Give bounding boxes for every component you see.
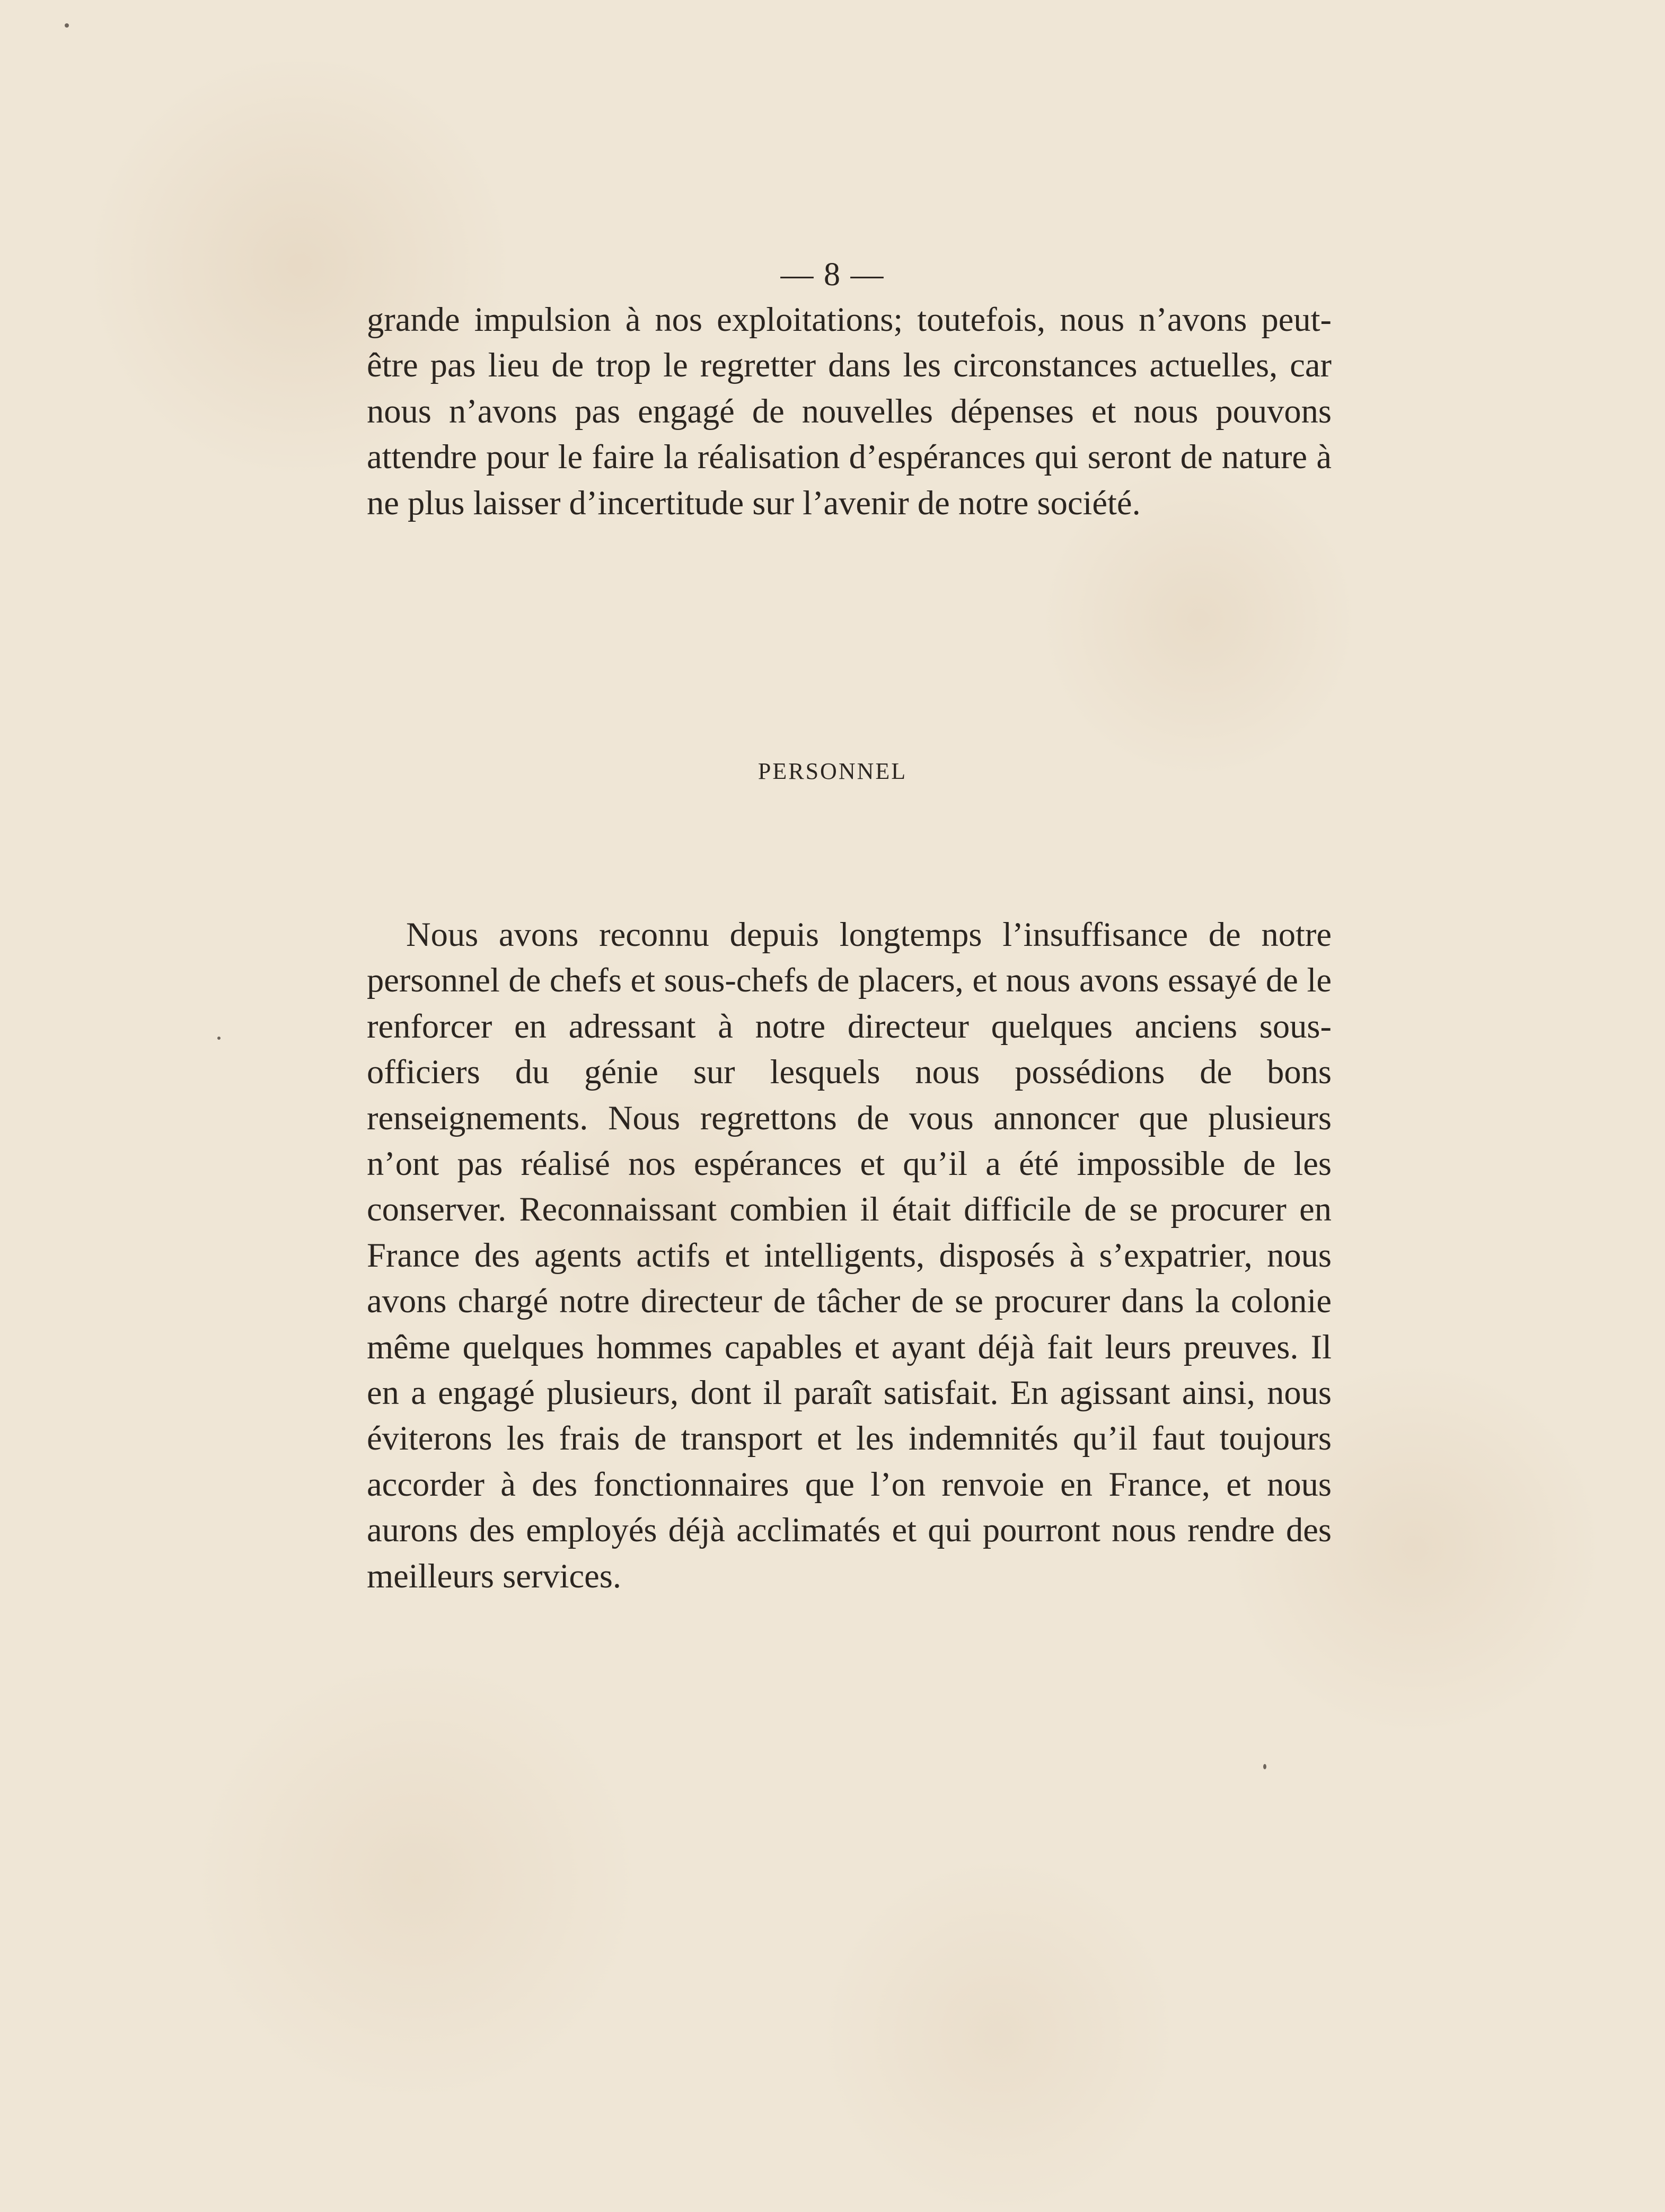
paragraph-personnel: Nous avons reconnu depuis longtemps l’insuffisance de notre personnel de chefs et sous-chefs de placers, et nous avons essayé de le renforcer en adressant à notre directeur quelques anciens sous-officiers du génie sur lesquels nous possédions de bons renseignements. Nous regrettons de vous annoncer que plusieurs n’ont pas réalisé nos espérances et qu’il a été impossible de les conserver. Reconnaissant combien il était difficile de se procurer en France des agents actifs et intelligents, disposés à s’expatrier, nous avons chargé notre directeur de tâcher de se procurer dans la colonie même quelques hommes capables et ayant déjà fait leurs preuves. Il en a engagé plusieurs, dont il paraît satisfait. En agissant ainsi, nous éviterons les frais de transport et les indemnités qu’il faut toujours accorder à des fonctionnaires que l’on renvoie en France, et nous aurons des employés déjà acclimatés et qui pourront nous rendre des meilleurs services. <box>367 916 1332 1595</box>
section-heading: PERSONNEL <box>757 758 908 784</box>
paper-speck <box>1263 1764 1266 1769</box>
paper-speck <box>65 23 69 28</box>
page-number: — 8 — <box>780 257 885 293</box>
paragraph-continued: grande impulsion à nos exploitations; toutefois, nous n’avons peut-être pas lieu de trop le regretter dans les circonstances actuelles, car nous n’avons pas engagé de nouvelles dépenses et nous pouvons attendre pour le faire la réalisation d’espérances qui seront de nature à ne plus laisser d’incertitude sur l’avenir de notre société. <box>367 301 1332 522</box>
paper-speck <box>217 1037 221 1040</box>
